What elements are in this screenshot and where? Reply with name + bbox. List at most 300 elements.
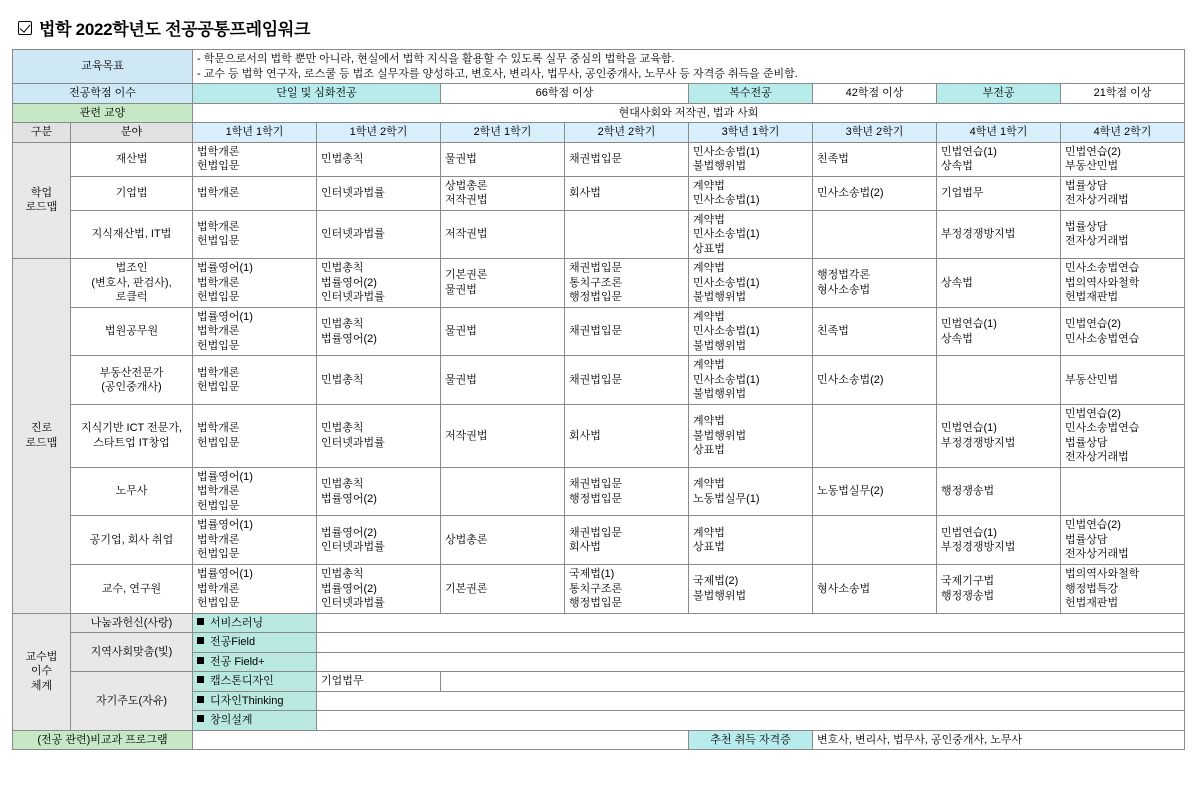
- course-item: 채권법입문: [569, 152, 623, 165]
- course-item: 노동법실무(2): [817, 485, 884, 498]
- course-cell: [317, 176, 441, 210]
- table-row: [13, 142, 1185, 176]
- course-cell: [565, 176, 689, 210]
- liberal-arts-row: [13, 103, 1185, 123]
- credit-name-minor: 부전공: [937, 84, 1061, 104]
- course-item: 법학개론: [197, 485, 240, 498]
- course-cell: [441, 142, 565, 176]
- course-item: 국제기구법: [941, 575, 995, 588]
- course-cell: [441, 564, 565, 613]
- course-item: 민법총칙: [321, 478, 364, 491]
- course-item: 헌법입문: [197, 436, 240, 449]
- course-item: 부정경쟁방지법: [941, 541, 1016, 554]
- course-item: 상표법: [693, 242, 725, 255]
- course-cell: [565, 516, 689, 565]
- bullet-square-icon: [197, 676, 204, 683]
- course-item: 헌법입문: [197, 160, 240, 173]
- table-row: [13, 210, 1185, 259]
- course-item: 물권법: [445, 373, 477, 386]
- course-cell: [813, 467, 937, 516]
- table-row: [13, 467, 1185, 516]
- course-item: 저작권법: [445, 429, 488, 442]
- course-item: 민사소송법(1): [693, 276, 760, 289]
- teaching-row: [13, 613, 1185, 633]
- course-item: 법학개론: [197, 533, 240, 546]
- course-item: 법률상담: [1065, 220, 1108, 233]
- field-label-line: 부동산전문가: [99, 366, 164, 379]
- course-item: 부동산민법: [1065, 160, 1119, 173]
- program-major-field: 전공Field: [193, 633, 317, 653]
- course-item: 상속법: [941, 160, 973, 173]
- course-item: 헌법재판법: [1065, 291, 1119, 304]
- course-item: 상표법: [693, 444, 725, 457]
- course-item: 민사소송법(1): [693, 145, 760, 158]
- field-label: [71, 259, 193, 308]
- course-item: 헌법입문: [197, 339, 240, 352]
- course-cell: [193, 564, 317, 613]
- course-cell: [193, 142, 317, 176]
- credit-value-minor: 21학점 이상: [1061, 84, 1185, 104]
- teaching-note-empty: [317, 633, 1185, 653]
- course-item: 민법연습(2): [1065, 519, 1121, 532]
- course-cell: [813, 210, 937, 259]
- program-capstone-design: 캡스톤디자인: [193, 672, 317, 692]
- course-cell: [441, 210, 565, 259]
- course-item: 회사법: [569, 541, 601, 554]
- group-label-line: 이수: [30, 665, 53, 678]
- course-cell: [441, 259, 565, 308]
- course-item: 행정법각론: [817, 269, 871, 282]
- teaching-note-empty: [317, 652, 1185, 672]
- header-term-6: 3학년 2학기: [813, 123, 937, 143]
- course-item: 기본권론: [445, 269, 488, 282]
- course-item: 계약법: [693, 213, 725, 226]
- page-title: [18, 15, 1185, 40]
- course-item: 행정법입문: [569, 291, 623, 304]
- course-item: 법학개론: [197, 422, 240, 435]
- group-label-teaching: [13, 613, 71, 730]
- course-cell: [193, 210, 317, 259]
- education-goal-row: [13, 50, 1185, 84]
- course-item: 행정쟁송법: [941, 485, 995, 498]
- header-term-8: 4학년 2학기: [1061, 123, 1185, 143]
- course-cell: [441, 356, 565, 405]
- course-cell: [689, 210, 813, 259]
- bullet-square-icon: [197, 696, 204, 703]
- course-cell: [1061, 356, 1185, 405]
- course-item: 민법총칙: [321, 262, 364, 275]
- course-cell: [937, 404, 1061, 467]
- course-item: 불법행위법: [693, 339, 747, 352]
- field-label-line: (공인중개사): [101, 381, 162, 394]
- course-cell: [193, 516, 317, 565]
- extracurricular-value: [193, 730, 689, 750]
- credit-value-single: 66학점 이상: [441, 84, 689, 104]
- course-cell: [565, 467, 689, 516]
- course-cell: [689, 564, 813, 613]
- teaching-note-empty: [317, 691, 1185, 711]
- course-item: 저작권법: [445, 228, 488, 241]
- course-cell: [441, 404, 565, 467]
- course-item: 민법총칙: [321, 373, 364, 386]
- teaching-category-love: 나눔과헌신(사랑): [71, 613, 193, 633]
- program-design-thinking: 디자인Thinking: [193, 691, 317, 711]
- course-item: 법률영어(1): [197, 567, 253, 580]
- course-item: 전자상거래법: [1065, 194, 1129, 207]
- course-item: 기본권론: [445, 582, 488, 595]
- course-item: 부정경쟁방지법: [941, 436, 1016, 449]
- course-item: 민사소송법(2): [817, 186, 884, 199]
- course-item: 계약법: [693, 359, 725, 372]
- course-item: 불법행위법: [693, 388, 747, 401]
- course-item: 민사소송법연습: [1065, 332, 1140, 345]
- course-item: 헌법입문: [197, 381, 240, 394]
- course-item: 친족법: [817, 152, 849, 165]
- course-item: 행정법특강: [1065, 582, 1119, 595]
- course-item: 법률영어(2): [321, 492, 377, 505]
- course-cell: [193, 176, 317, 210]
- course-item: 채권법입문: [569, 373, 623, 386]
- course-cell: [193, 404, 317, 467]
- group-label-career: [13, 259, 71, 613]
- course-cell: [1061, 176, 1185, 210]
- table-row: [13, 356, 1185, 405]
- course-item: 형사소송법: [817, 283, 871, 296]
- header-division: 구분: [13, 123, 71, 143]
- table-row: [13, 307, 1185, 356]
- course-cell: [317, 259, 441, 308]
- course-cell: [317, 307, 441, 356]
- course-item: 법학개론: [197, 366, 240, 379]
- course-item: 헌법재판법: [1065, 597, 1119, 610]
- course-item: 채권법입문: [569, 526, 623, 539]
- course-item: 민법연습(1): [941, 317, 997, 330]
- course-cell: [565, 210, 689, 259]
- course-item: 계약법: [693, 262, 725, 275]
- course-item: 법률영어(2): [321, 526, 377, 539]
- course-item: 채권법입문: [569, 478, 623, 491]
- course-item: 불법행위법: [693, 429, 747, 442]
- course-cell: [565, 307, 689, 356]
- group-label-line: 로드맵: [25, 436, 58, 449]
- field-label: 기업법: [71, 176, 193, 210]
- course-item: 불법행위법: [693, 589, 747, 602]
- course-item: 불법행위법: [693, 160, 747, 173]
- course-cell: [317, 142, 441, 176]
- field-label-line: 스타트업 IT창업: [93, 436, 170, 449]
- teaching-row: [13, 672, 1185, 692]
- course-item: 계약법: [693, 526, 725, 539]
- course-item: 회사법: [569, 186, 601, 199]
- course-item: 법률영어(1): [197, 519, 253, 532]
- course-cell: [193, 307, 317, 356]
- course-cell: [937, 564, 1061, 613]
- teaching-note-course: 기업법무: [317, 672, 441, 692]
- course-item: 기업법무: [941, 186, 984, 199]
- course-item: 전자상거래법: [1065, 548, 1129, 561]
- course-item: 계약법: [693, 415, 725, 428]
- course-cell: [937, 259, 1061, 308]
- field-label-line: 법조인: [115, 262, 148, 275]
- course-item: 민사소송법(1): [693, 194, 760, 207]
- header-term-7: 4학년 1학기: [937, 123, 1061, 143]
- course-cell: [689, 142, 813, 176]
- course-item: 국제법(1): [569, 567, 615, 580]
- field-label: 지식재산법, IT법: [71, 210, 193, 259]
- course-item: 행정법입문: [569, 597, 623, 610]
- course-item: 국제법(2): [693, 575, 739, 588]
- credits-label: 전공학점 이수: [13, 84, 193, 104]
- course-item: 통치구조론: [569, 582, 623, 595]
- teaching-note-empty: [441, 672, 1185, 692]
- header-term-5: 3학년 1학기: [689, 123, 813, 143]
- header-term-4: 2학년 2학기: [565, 123, 689, 143]
- credit-name-double: 복수전공: [689, 84, 813, 104]
- group-label-line: 학업: [30, 186, 53, 199]
- course-cell: [813, 516, 937, 565]
- goal-line-2: - 교수 등 법학 연구자, 로스쿨 등 법조 실무자를 양성하고, 변호사, 변리사, 법무사, 공인중개사, 노무사 등 자격증 취득을 준비함.: [197, 67, 798, 80]
- footer-row: [13, 730, 1185, 750]
- course-cell: [813, 142, 937, 176]
- field-label-line: 로클럭: [115, 291, 148, 304]
- table-row: [13, 404, 1185, 467]
- course-item: 법률영어(2): [321, 332, 377, 345]
- course-item: 노동법실무(1): [693, 492, 760, 505]
- course-item: 물권법: [445, 283, 477, 296]
- group-label-line: 교수법: [25, 650, 58, 663]
- field-label-line: 지식기반 ICT 전문가,: [80, 422, 183, 435]
- course-item: 채권법입문: [569, 262, 623, 275]
- course-cell: [813, 404, 937, 467]
- teaching-note-empty: [317, 613, 1185, 633]
- course-cell: [1061, 564, 1185, 613]
- course-cell: [689, 404, 813, 467]
- bullet-square-icon: [197, 637, 204, 644]
- table-row: [13, 176, 1185, 210]
- field-label: 교수, 연구원: [71, 564, 193, 613]
- course-item: 법률영어(1): [197, 262, 253, 275]
- course-item: 민법연습(1): [941, 145, 997, 158]
- course-cell: [1061, 307, 1185, 356]
- course-item: 불법행위법: [693, 291, 747, 304]
- course-cell: [441, 176, 565, 210]
- bullet-square-icon: [197, 657, 204, 664]
- course-cell: [1061, 259, 1185, 308]
- course-item: 계약법: [693, 478, 725, 491]
- course-item: 물권법: [445, 325, 477, 338]
- course-item: 인터넷과법률: [321, 291, 385, 304]
- course-cell: [317, 516, 441, 565]
- page-title-text: 법학 2022학년도 전공공통프레임워크: [39, 20, 311, 39]
- course-cell: [565, 404, 689, 467]
- program-creative-design: 창의설계: [193, 711, 317, 731]
- course-cell: [937, 142, 1061, 176]
- course-item: 법률상담: [1065, 179, 1108, 192]
- field-label-line: (변호사, 판검사),: [91, 276, 172, 289]
- course-cell: [441, 307, 565, 356]
- course-item: 민사소송법(2): [817, 373, 884, 386]
- course-cell: [317, 467, 441, 516]
- course-item: 상법총론: [445, 179, 488, 192]
- course-cell: [193, 467, 317, 516]
- course-item: 법의역사와철학: [1065, 567, 1140, 580]
- field-label: [71, 404, 193, 467]
- course-cell: [689, 176, 813, 210]
- course-cell: [813, 564, 937, 613]
- course-item: 전자상거래법: [1065, 451, 1129, 464]
- certification-value: 변호사, 변리사, 법무사, 공인중개사, 노무사: [813, 730, 1185, 750]
- course-item: 민법연습(2): [1065, 407, 1121, 420]
- course-cell: [565, 259, 689, 308]
- table-row: [13, 259, 1185, 308]
- group-label-line: 로드맵: [25, 201, 58, 214]
- course-item: 법학개론: [197, 220, 240, 233]
- extracurricular-label: (전공 관련)비교과 프로그램: [13, 730, 193, 750]
- course-cell: [565, 356, 689, 405]
- course-cell: [565, 564, 689, 613]
- course-item: 민법총칙: [321, 567, 364, 580]
- course-item: 헌법입문: [197, 597, 240, 610]
- course-item: 민법연습(1): [941, 422, 997, 435]
- table-header-row: [13, 123, 1185, 143]
- course-cell: [937, 467, 1061, 516]
- course-cell: [317, 356, 441, 405]
- course-item: 법률영어(2): [321, 582, 377, 595]
- course-item: 인터넷과법률: [321, 597, 385, 610]
- course-cell: [813, 356, 937, 405]
- teaching-note-empty: [317, 711, 1185, 731]
- course-cell: [441, 516, 565, 565]
- course-item: 민법연습(1): [941, 526, 997, 539]
- course-cell: [689, 467, 813, 516]
- course-item: 행정법입문: [569, 492, 623, 505]
- course-item: 민법연습(2): [1065, 317, 1121, 330]
- bullet-square-icon: [197, 618, 204, 625]
- course-item: 상표법: [693, 541, 725, 554]
- course-item: 전자상거래법: [1065, 235, 1129, 248]
- course-item: 헌법입문: [197, 548, 240, 561]
- course-item: 법률상담: [1065, 436, 1108, 449]
- course-item: 법률영어(1): [197, 310, 253, 323]
- course-cell: [1061, 210, 1185, 259]
- program-service-learning: 서비스러닝: [193, 613, 317, 633]
- course-item: 부동산민법: [1065, 373, 1119, 386]
- field-label: 노무사: [71, 467, 193, 516]
- course-item: 법률영어(1): [197, 470, 253, 483]
- course-cell: [689, 307, 813, 356]
- course-item: 상법총론: [445, 533, 488, 546]
- course-cell: [689, 259, 813, 308]
- course-cell: [193, 259, 317, 308]
- course-item: 통치구조론: [569, 276, 623, 289]
- course-cell: [441, 467, 565, 516]
- credit-value-double: 42학점 이상: [813, 84, 937, 104]
- teaching-category-light: 지역사회맞춤(빛): [71, 633, 193, 672]
- course-cell: [689, 516, 813, 565]
- course-cell: [565, 142, 689, 176]
- course-item: 법률영어(2): [321, 276, 377, 289]
- course-item: 민사소송법(1): [693, 373, 760, 386]
- course-item: 법학개론: [197, 186, 240, 199]
- course-item: 상속법: [941, 332, 973, 345]
- course-item: 회사법: [569, 429, 601, 442]
- course-cell: [1061, 142, 1185, 176]
- course-cell: [317, 210, 441, 259]
- course-cell: [1061, 404, 1185, 467]
- bullet-square-icon: [197, 715, 204, 722]
- field-label: 공기업, 회사 취업: [71, 516, 193, 565]
- header-field: 분야: [71, 123, 193, 143]
- course-cell: [689, 356, 813, 405]
- course-item: 민법연습(2): [1065, 145, 1121, 158]
- course-item: 민법총칙: [321, 152, 364, 165]
- course-cell: [813, 176, 937, 210]
- course-item: 계약법: [693, 310, 725, 323]
- field-label: 재산법: [71, 142, 193, 176]
- course-item: 민법총칙: [321, 317, 364, 330]
- certification-label: 추천 취득 자격증: [689, 730, 813, 750]
- course-cell: [937, 176, 1061, 210]
- course-item: 민사소송법(1): [693, 228, 760, 241]
- group-label-line: 체계: [30, 679, 53, 692]
- course-item: 계약법: [693, 179, 725, 192]
- program-major-field-plus: 전공 Field+: [193, 652, 317, 672]
- course-cell: [1061, 516, 1185, 565]
- course-item: 민법총칙: [321, 422, 364, 435]
- course-cell: [1061, 467, 1185, 516]
- course-item: 인터넷과법률: [321, 541, 385, 554]
- course-item: 형사소송법: [817, 582, 871, 595]
- credits-row: [13, 84, 1185, 104]
- course-item: 인터넷과법률: [321, 186, 385, 199]
- credit-name-single: 단일 및 심화전공: [193, 84, 441, 104]
- field-label: 법원공무원: [71, 307, 193, 356]
- teaching-category-freedom: 자기주도(자유): [71, 672, 193, 731]
- course-cell: [193, 356, 317, 405]
- goal-line-1: - 학문으로서의 법학 뿐만 아니라, 현실에서 법학 지식을 활용할 수 있도록 실무 중심의 법학을 교육함.: [197, 53, 675, 65]
- course-cell: [813, 307, 937, 356]
- education-goal-label: 교육목표: [13, 50, 193, 84]
- liberal-arts-value: 현대사회와 저작권, 법과 사회: [193, 103, 1185, 123]
- course-item: 법학개론: [197, 276, 240, 289]
- checkbox-checked-icon: [18, 21, 32, 35]
- education-goal-value: [193, 50, 1185, 84]
- field-label: [71, 356, 193, 405]
- course-item: 법학개론: [197, 145, 240, 158]
- course-item: 행정쟁송법: [941, 589, 995, 602]
- course-item: 민사소송법연습: [1065, 262, 1140, 275]
- course-item: 법의역사와철학: [1065, 276, 1140, 289]
- course-item: 물권법: [445, 152, 477, 165]
- course-cell: [813, 259, 937, 308]
- course-item: 헌법입문: [197, 235, 240, 248]
- course-item: 상속법: [941, 276, 973, 289]
- group-label-line: 진로: [30, 422, 53, 435]
- course-cell: [317, 564, 441, 613]
- course-item: 민사소송법연습: [1065, 422, 1140, 435]
- course-item: 인터넷과법률: [321, 436, 385, 449]
- table-row: [13, 564, 1185, 613]
- teaching-row: [13, 633, 1185, 653]
- course-item: 부정경쟁방지법: [941, 228, 1016, 241]
- header-term-3: 2학년 1학기: [441, 123, 565, 143]
- course-item: 헌법입문: [197, 291, 240, 304]
- course-item: 법률상담: [1065, 533, 1108, 546]
- course-item: 법학개론: [197, 582, 240, 595]
- course-cell: [937, 516, 1061, 565]
- course-item: 친족법: [817, 325, 849, 338]
- course-item: 채권법입문: [569, 325, 623, 338]
